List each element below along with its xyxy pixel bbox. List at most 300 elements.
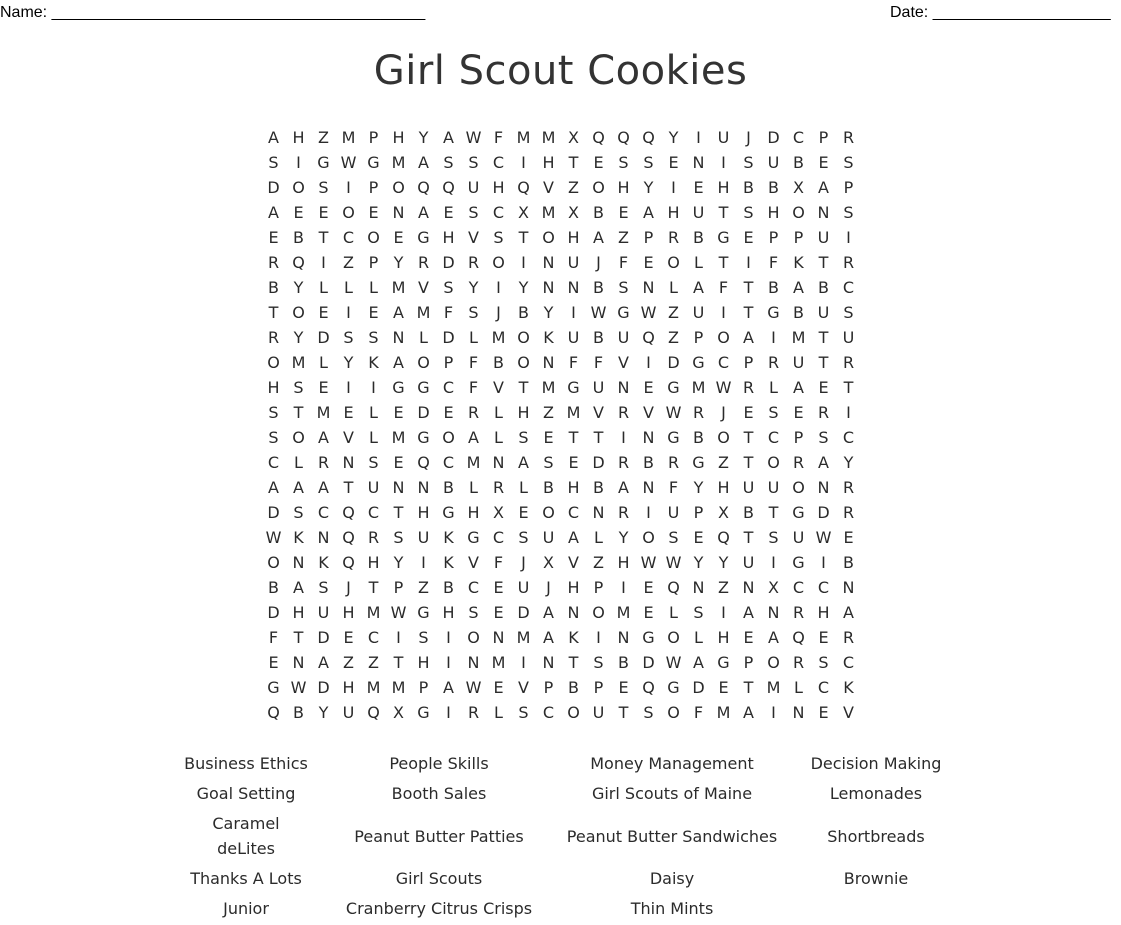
- grid-letter: F: [268, 628, 279, 647]
- grid-row: [261, 625, 861, 650]
- grid-letter: D: [267, 178, 280, 197]
- grid-letter: A: [268, 128, 279, 147]
- grid-letter: C: [442, 378, 455, 397]
- grid-letter: F: [693, 703, 704, 722]
- grid-letter: U: [517, 578, 530, 597]
- grid-letter: O: [267, 553, 280, 572]
- grid-letter: A: [318, 478, 329, 497]
- grid-letter: W: [815, 528, 832, 547]
- grid-letter: E: [643, 603, 654, 622]
- grid-row: [261, 400, 861, 425]
- grid-letter: B: [768, 278, 779, 297]
- grid-letter: H: [392, 128, 405, 147]
- grid-letter: Q: [342, 528, 355, 547]
- grid-letter: H: [292, 603, 305, 622]
- grid-letter: H: [667, 203, 680, 222]
- grid-letter: C: [842, 653, 855, 672]
- grid-row: [261, 300, 861, 325]
- grid-letter: L: [344, 278, 353, 297]
- grid-letter: I: [746, 253, 751, 272]
- grid-letter: P: [593, 678, 604, 697]
- grid-letter: A: [268, 203, 279, 222]
- grid-letter: E: [318, 203, 329, 222]
- grid-letter: U: [817, 228, 830, 247]
- grid-letter: W: [265, 528, 282, 547]
- grid-letter: L: [319, 278, 328, 297]
- date-field-line: Date: ____________________: [890, 4, 1111, 21]
- grid-letter: O: [392, 178, 405, 197]
- word-bank-item: Caramel deLites: [212, 814, 280, 858]
- grid-letter: Q: [792, 628, 805, 647]
- word-bank-item: Cranberry Citrus Crisps: [345, 899, 533, 918]
- grid-letter: S: [843, 203, 854, 222]
- grid-letter: V: [468, 553, 479, 572]
- grid-letter: S: [443, 278, 454, 297]
- grid-letter: J: [596, 253, 601, 272]
- grid-letter: F: [618, 253, 629, 272]
- grid-letter: O: [342, 203, 355, 222]
- grid-letter: M: [541, 128, 556, 147]
- grid-letter: D: [592, 453, 605, 472]
- grid-letter: R: [492, 478, 505, 497]
- grid-letter: M: [466, 453, 481, 472]
- grid-letter: N: [767, 603, 780, 622]
- word-bank-item: Girl Scouts: [395, 869, 483, 888]
- grid-letter: R: [467, 253, 480, 272]
- grid-letter: T: [618, 703, 629, 722]
- grid-letter: F: [493, 128, 504, 147]
- grid-letter: U: [792, 353, 805, 372]
- grid-letter: E: [543, 428, 554, 447]
- grid-letter: M: [391, 428, 406, 447]
- grid-letter: V: [843, 703, 854, 722]
- grid-letter: S: [843, 303, 854, 322]
- grid-row: [261, 650, 861, 675]
- grid-letter: M: [691, 378, 706, 397]
- grid-letter: M: [716, 703, 731, 722]
- grid-row: [261, 225, 861, 250]
- word-bank-item: Thin Mints: [630, 899, 714, 918]
- grid-letter: A: [268, 478, 279, 497]
- grid-row: [261, 475, 861, 500]
- grid-letter: S: [518, 703, 529, 722]
- grid-letter: O: [667, 253, 680, 272]
- grid-letter: U: [592, 703, 605, 722]
- grid-letter: C: [792, 578, 805, 597]
- grid-letter: L: [469, 478, 478, 497]
- grid-letter: A: [293, 578, 304, 597]
- grid-letter: N: [817, 478, 830, 497]
- grid-letter: A: [393, 303, 404, 322]
- grid-letter: R: [792, 453, 805, 472]
- grid-letter: U: [767, 478, 780, 497]
- grid-letter: K: [443, 528, 454, 547]
- grid-letter: R: [792, 653, 805, 672]
- grid-letter: S: [693, 603, 704, 622]
- grid-letter: B: [693, 428, 704, 447]
- grid-letter: N: [692, 153, 705, 172]
- grid-letter: G: [642, 628, 655, 647]
- grid-letter: A: [293, 478, 304, 497]
- grid-letter: T: [743, 303, 754, 322]
- grid-letter: H: [292, 128, 305, 147]
- grid-letter: G: [567, 378, 580, 397]
- grid-letter: N: [317, 528, 330, 547]
- grid-letter: V: [543, 178, 554, 197]
- grid-letter: V: [618, 353, 629, 372]
- grid-letter: I: [321, 253, 326, 272]
- grid-letter: P: [368, 128, 379, 147]
- grid-letter: X: [493, 503, 504, 522]
- grid-letter: H: [467, 503, 480, 522]
- grid-letter: N: [642, 278, 655, 297]
- grid-letter: U: [542, 528, 555, 547]
- grid-letter: A: [618, 478, 629, 497]
- grid-letter: Q: [417, 453, 430, 472]
- grid-letter: S: [268, 153, 279, 172]
- grid-letter: Y: [293, 278, 304, 297]
- grid-letter: I: [821, 553, 826, 572]
- grid-letter: R: [767, 353, 780, 372]
- grid-letter: Z: [543, 403, 554, 422]
- word-bank-item: Peanut Butter Sandwiches: [566, 827, 778, 846]
- grid-letter: S: [318, 178, 329, 197]
- grid-letter: A: [543, 628, 554, 647]
- grid-letter: N: [392, 203, 405, 222]
- grid-letter: C: [367, 628, 380, 647]
- grid-letter: E: [293, 203, 304, 222]
- grid-letter: C: [317, 503, 330, 522]
- grid-letter: M: [391, 678, 406, 697]
- grid-letter: I: [521, 653, 526, 672]
- word-bank-item: Lemonades: [829, 784, 923, 803]
- grid-letter: Q: [642, 128, 655, 147]
- grid-letter: E: [393, 453, 404, 472]
- grid-letter: B: [268, 578, 279, 597]
- grid-letter: Q: [267, 703, 280, 722]
- grid-letter: R: [617, 453, 630, 472]
- grid-letter: F: [443, 303, 454, 322]
- grid-letter: G: [792, 553, 805, 572]
- grid-letter: N: [342, 453, 355, 472]
- grid-letter: E: [568, 453, 579, 472]
- grid-letter: O: [292, 303, 305, 322]
- word-bank-item: Decision Making: [810, 754, 942, 773]
- grid-letter: C: [792, 128, 805, 147]
- grid-letter: T: [743, 528, 754, 547]
- grid-letter: O: [542, 228, 555, 247]
- grid-letter: O: [717, 328, 730, 347]
- grid-letter: H: [367, 553, 380, 572]
- grid-letter: L: [694, 628, 703, 647]
- grid-letter: N: [642, 428, 655, 447]
- grid-letter: L: [669, 603, 678, 622]
- grid-letter: H: [717, 628, 730, 647]
- grid-letter: E: [818, 378, 829, 397]
- grid-letter: H: [442, 228, 455, 247]
- grid-letter: R: [267, 253, 280, 272]
- grid-letter: X: [393, 703, 404, 722]
- grid-letter: A: [693, 278, 704, 297]
- grid-letter: I: [671, 178, 676, 197]
- grid-letter: D: [817, 503, 830, 522]
- grid-letter: W: [665, 403, 682, 422]
- grid-letter: C: [367, 503, 380, 522]
- grid-letter: O: [667, 628, 680, 647]
- grid-letter: M: [316, 403, 331, 422]
- grid-letter: E: [643, 578, 654, 597]
- grid-letter: I: [371, 378, 376, 397]
- grid-letter: Q: [442, 178, 455, 197]
- grid-letter: W: [340, 153, 357, 172]
- grid-letter: S: [393, 528, 404, 547]
- grid-letter: V: [343, 428, 354, 447]
- grid-letter: H: [442, 603, 455, 622]
- grid-letter: L: [369, 278, 378, 297]
- grid-letter: G: [717, 228, 730, 247]
- grid-letter: Y: [668, 128, 679, 147]
- grid-letter: Y: [643, 178, 654, 197]
- grid-letter: C: [492, 203, 505, 222]
- grid-letter: B: [268, 278, 279, 297]
- grid-letter: I: [621, 578, 626, 597]
- grid-letter: A: [768, 628, 779, 647]
- grid-letter: M: [766, 678, 781, 697]
- grid-letter: R: [842, 478, 855, 497]
- grid-letter: M: [516, 628, 531, 647]
- grid-letter: P: [743, 353, 754, 372]
- grid-letter: G: [367, 153, 380, 172]
- word-bank-item: Daisy: [649, 869, 695, 888]
- grid-letter: O: [792, 478, 805, 497]
- grid-letter: N: [292, 653, 305, 672]
- grid-letter: L: [419, 328, 428, 347]
- grid-letter: Q: [642, 678, 655, 697]
- grid-letter: L: [769, 378, 778, 397]
- grid-letter: H: [417, 503, 430, 522]
- grid-letter: D: [317, 628, 330, 647]
- grid-letter: O: [492, 253, 505, 272]
- grid-letter: A: [818, 453, 829, 472]
- grid-letter: B: [793, 303, 804, 322]
- grid-letter: E: [718, 678, 729, 697]
- grid-letter: P: [368, 253, 379, 272]
- grid-letter: I: [521, 253, 526, 272]
- grid-letter: F: [718, 278, 729, 297]
- grid-letter: D: [667, 353, 680, 372]
- grid-letter: V: [493, 378, 504, 397]
- page-title: Girl Scout Cookies: [373, 48, 748, 94]
- grid-letter: I: [771, 328, 776, 347]
- word-bank-item: Shortbreads: [827, 827, 925, 846]
- grid-letter: Z: [668, 328, 679, 347]
- grid-letter: O: [367, 228, 380, 247]
- grid-letter: H: [617, 553, 630, 572]
- grid-letter: Z: [568, 178, 579, 197]
- grid-letter: H: [817, 603, 830, 622]
- grid-letter: Y: [318, 703, 329, 722]
- name-field-line: Name: __________________________________________: [0, 4, 426, 21]
- grid-letter: E: [343, 628, 354, 647]
- grid-letter: V: [468, 228, 479, 247]
- word-bank-item: Girl Scouts of Maine: [591, 784, 753, 803]
- grid-letter: C: [842, 278, 855, 297]
- grid-letter: Z: [718, 578, 729, 597]
- grid-letter: T: [368, 578, 379, 597]
- grid-letter: O: [792, 203, 805, 222]
- grid-letter: D: [317, 678, 330, 697]
- grid-letter: N: [592, 503, 605, 522]
- grid-letter: M: [516, 128, 531, 147]
- grid-letter: M: [291, 353, 306, 372]
- grid-letter: X: [543, 553, 554, 572]
- grid-letter: H: [567, 478, 580, 497]
- grid-letter: M: [391, 153, 406, 172]
- grid-letter: E: [318, 303, 329, 322]
- grid-letter: C: [817, 678, 830, 697]
- grid-letter: R: [842, 253, 855, 272]
- grid-letter: W: [665, 653, 682, 672]
- grid-letter: C: [342, 228, 355, 247]
- grid-letter: A: [793, 378, 804, 397]
- grid-letter: L: [469, 328, 478, 347]
- grid-letter: Y: [618, 528, 629, 547]
- grid-letter: S: [643, 703, 654, 722]
- grid-letter: S: [268, 403, 279, 422]
- grid-letter: I: [696, 128, 701, 147]
- grid-letter: I: [346, 178, 351, 197]
- grid-letter: L: [494, 703, 503, 722]
- grid-letter: N: [792, 703, 805, 722]
- grid-letter: A: [643, 203, 654, 222]
- grid-letter: R: [667, 453, 680, 472]
- grid-letter: S: [468, 153, 479, 172]
- grid-letter: C: [767, 428, 780, 447]
- grid-row: [261, 375, 861, 400]
- grid-letter: Z: [418, 578, 429, 597]
- grid-letter: G: [467, 528, 480, 547]
- grid-letter: P: [693, 328, 704, 347]
- grid-letter: E: [393, 403, 404, 422]
- grid-letter: O: [517, 353, 530, 372]
- grid-letter: N: [542, 253, 555, 272]
- grid-letter: M: [416, 303, 431, 322]
- grid-letter: G: [617, 303, 630, 322]
- grid-letter: S: [743, 203, 754, 222]
- grid-letter: E: [618, 203, 629, 222]
- grid-letter: A: [468, 428, 479, 447]
- grid-letter: G: [667, 428, 680, 447]
- grid-row: [261, 150, 861, 175]
- grid-letter: R: [842, 628, 855, 647]
- grid-letter: S: [343, 328, 354, 347]
- grid-letter: J: [746, 128, 751, 147]
- grid-letter: E: [318, 378, 329, 397]
- grid-letter: T: [743, 428, 754, 447]
- grid-letter: A: [693, 653, 704, 672]
- grid-letter: N: [567, 278, 580, 297]
- grid-row: [261, 525, 861, 550]
- grid-letter: T: [818, 253, 829, 272]
- grid-letter: W: [590, 303, 607, 322]
- grid-letter: M: [566, 403, 581, 422]
- grid-letter: F: [468, 378, 479, 397]
- grid-letter: S: [468, 603, 479, 622]
- grid-letter: K: [318, 553, 329, 572]
- grid-letter: R: [467, 403, 480, 422]
- grid-letter: R: [367, 528, 380, 547]
- grid-letter: G: [667, 678, 680, 697]
- grid-letter: N: [617, 378, 630, 397]
- word-bank-item: Booth Sales: [391, 784, 487, 803]
- grid-row: [261, 125, 861, 150]
- word-bank-item: Money Management: [590, 754, 754, 773]
- grid-letter: P: [768, 228, 779, 247]
- grid-letter: Y: [518, 278, 529, 297]
- grid-letter: N: [392, 328, 405, 347]
- grid-letter: G: [692, 353, 705, 372]
- grid-letter: R: [742, 378, 755, 397]
- grid-letter: C: [817, 578, 830, 597]
- grid-letter: X: [718, 503, 729, 522]
- grid-letter: W: [465, 678, 482, 697]
- grid-letter: O: [442, 428, 455, 447]
- grid-letter: M: [541, 378, 556, 397]
- grid-letter: H: [417, 653, 430, 672]
- grid-letter: N: [417, 478, 430, 497]
- grid-letter: T: [518, 378, 529, 397]
- grid-letter: F: [468, 353, 479, 372]
- grid-letter: X: [568, 203, 579, 222]
- grid-letter: D: [317, 328, 330, 347]
- grid-letter: A: [818, 178, 829, 197]
- grid-letter: U: [567, 253, 580, 272]
- grid-letter: E: [668, 153, 679, 172]
- grid-letter: H: [517, 403, 530, 422]
- grid-letter: F: [668, 478, 679, 497]
- grid-letter: E: [818, 703, 829, 722]
- grid-letter: H: [567, 228, 580, 247]
- grid-letter: T: [518, 228, 529, 247]
- grid-letter: G: [392, 378, 405, 397]
- grid-letter: B: [743, 503, 754, 522]
- grid-letter: S: [818, 653, 829, 672]
- grid-letter: R: [317, 453, 330, 472]
- grid-row: [261, 575, 861, 600]
- grid-letter: D: [442, 328, 455, 347]
- grid-letter: D: [767, 128, 780, 147]
- grid-letter: I: [571, 303, 576, 322]
- grid-letter: H: [567, 578, 580, 597]
- grid-letter: Q: [592, 128, 605, 147]
- grid-letter: R: [817, 403, 830, 422]
- grid-letter: U: [342, 703, 355, 722]
- grid-letter: Q: [417, 178, 430, 197]
- grid-letter: L: [369, 403, 378, 422]
- grid-letter: C: [492, 153, 505, 172]
- grid-letter: Y: [293, 328, 304, 347]
- grid-letter: P: [818, 128, 829, 147]
- grid-letter: E: [593, 153, 604, 172]
- grid-letter: F: [568, 353, 579, 372]
- grid-letter: L: [794, 678, 803, 697]
- grid-letter: B: [843, 553, 854, 572]
- grid-letter: M: [791, 328, 806, 347]
- grid-letter: E: [743, 403, 754, 422]
- grid-letter: L: [369, 428, 378, 447]
- grid-letter: N: [692, 578, 705, 597]
- grid-letter: T: [568, 428, 579, 447]
